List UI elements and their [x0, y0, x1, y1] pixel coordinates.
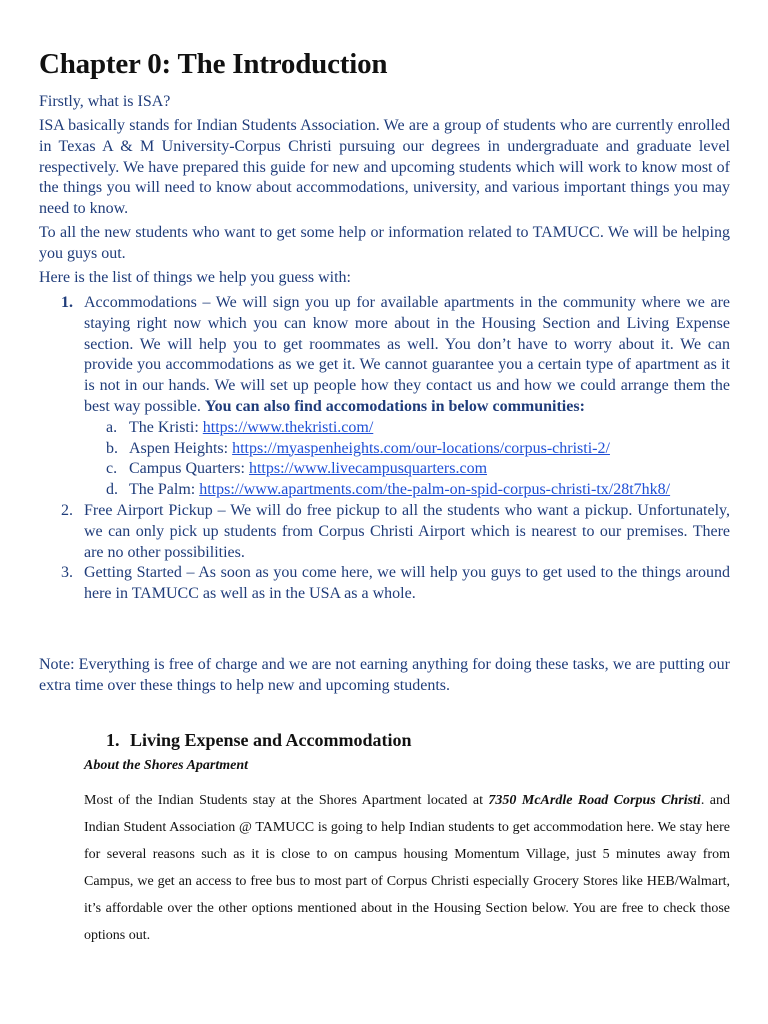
intro-paragraph: ISA basically stands for Indian Students Association. We are a group of students who are currently enrolled in Texas A & M University-Corpus Christi pursuing our degrees in undergraduate and graduate level respectively. We have prepared this guide for new and upcoming students which will work to know most of the things you will need to know about accommodations, university, and various important things you may need to know.: [39, 117, 730, 218]
community-link-campus-quarters[interactable]: https://www.livecampusquarters.com: [248, 460, 488, 478]
help-paragraph: To all the new students who want to get some help or information related to TAMUCC. We will be helping you guys out.: [39, 224, 730, 262]
section-title: [106, 730, 412, 751]
community-name: The Palm:: [129, 481, 200, 499]
community-item-aspen: [84, 439, 730, 460]
community-item-palm: [84, 480, 730, 501]
shores-paragraph-start: Most of the Indian Students stay at the Shores Apartment located at: [84, 793, 489, 808]
list-intro: Here is the list of things we help you guess with:: [39, 269, 351, 286]
chapter-heading: Chapter 0: The Introduction: [39, 48, 388, 80]
community-letter: c.: [106, 460, 118, 478]
list-item-airport-pickup: [39, 501, 730, 563]
accommodations-bold-text: You can also find accomodations in below communities:: [204, 397, 585, 415]
list-item-accommodations: [39, 293, 730, 501]
section-subtitle: About the Shores Apartment: [84, 758, 249, 773]
shores-address: 7350 McArdle Road Corpus Christi: [488, 793, 701, 808]
community-item-kristi: [84, 418, 730, 439]
note-paragraph: Note: Everything is free of charge and we are not earning anything for doing these tasks, we are putting our extra time over these things to help new and upcoming students.: [39, 656, 730, 694]
services-list: [39, 293, 730, 605]
airport-pickup-text: Free Airport Pickup – We will do free pickup to all the students who want a pickup. Unfortunately, we can only pick up students from Corpus Christi Airport which is nearest to our premises. There are no other possibilities.: [84, 501, 730, 561]
section-number: 1.: [106, 730, 120, 750]
list-item-getting-started: [39, 563, 730, 605]
communities-list: [84, 418, 730, 501]
section-title-text: Living Expense and Accommodation: [130, 730, 412, 750]
community-link-kristi[interactable]: https://www.thekristi.com/: [202, 418, 374, 436]
community-letter: b.: [106, 439, 118, 457]
community-link-aspen[interactable]: https://myaspenheights.com/our-locations/corpus-christi-2/: [232, 439, 610, 457]
list-number: 3.: [61, 564, 73, 582]
community-name: Campus Quarters:: [129, 460, 249, 478]
community-letter: a.: [106, 418, 118, 436]
question-line: Firstly, what is ISA?: [39, 93, 171, 110]
community-name: The Kristi:: [129, 418, 203, 436]
shores-paragraph: [84, 787, 730, 949]
community-name: Aspen Heights:: [129, 439, 233, 457]
accommodations-text: Accommodations – We will sign you up for available apartments in the community where we are staying right now which you can know more about in the Housing Section and Living Expense section. We will help you to get roommates as well. You don’t have to worry about it. We can provide you accommodations as we get it. We cannot guarantee you a certain type of apartment as it is not in our hands. We will set up people how they contact us and how we could arrange them the best way possible.: [84, 294, 730, 415]
community-item-campus-quarters: [84, 459, 730, 480]
getting-started-text: Getting Started – As soon as you come here, we will help you guys to get used to the things around here in TAMUCC as well as in the USA as a whole.: [84, 564, 730, 603]
list-number: 1.: [61, 294, 73, 311]
shores-paragraph-rest: . and Indian Student Association @ TAMUCC is going to help Indian students to get accommodation here. We stay here for several reasons such as it is close to on campus housing Momentum Village, just 5 minutes away from Campus, we get an access to free bus to most part of Corpus Christi especially Grocery Stores like HEB/Walmart, it’s affordable over the other options mentioned about in the Housing Section below. You are free to check those options out.: [84, 793, 730, 943]
list-number: 2.: [61, 501, 73, 519]
community-letter: d.: [106, 481, 118, 499]
community-link-palm[interactable]: https://www.apartments.com/the-palm-on-spid-corpus-christi-tx/28t7hk8/: [199, 481, 671, 499]
